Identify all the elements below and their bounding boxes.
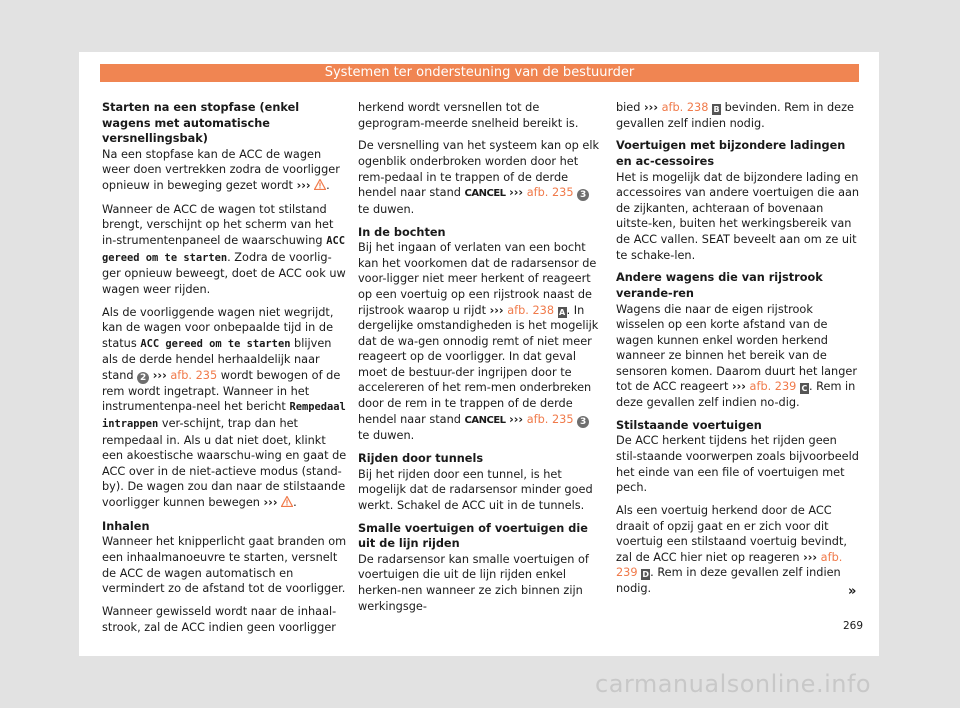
figure-link[interactable]: afb. 239 (616, 550, 843, 580)
column-2 (358, 100, 602, 621)
heading-rijstrook-veranderen: Andere wagens die van rijstrook verande-ren (616, 271, 823, 300)
figure-label-box: B (713, 105, 720, 114)
paragraph: herkend wordt versnellen tot de geprogram-meerde snelheid bereikt is. (358, 101, 579, 130)
warning-icon[interactable] (281, 496, 293, 512)
paragraph: Wanneer gewisseld wordt naar de inhaal-strook, zal de ACC indien geen voorligger (102, 604, 337, 634)
paragraph: Wagens die naar de eigen rijstrook wisselen op een korte afstand van de wagen kunnen enkel worden herkend wanneer ze binnen het bereik van de sensoren komen. Daarom duurt het langer tot de ACC reageert ››› afb. 239 C . Rem in deze gevallen zelf indien no-dig. (616, 302, 857, 410)
paragraph: De versnelling van het systeem kan op elk ogenblik onderbroken worden door het rem-pedaal in te trappen of de derde hendel naar stand CANCEL ››› afb. 235 3 te duwen. (358, 139, 600, 216)
cancel-label: CANCEL (464, 414, 506, 426)
paragraph: Na een stopfase kan de ACC de wagen weer doen vertrekken zodra de voorligger opnieuw in beweging gezet wordt ››› . (102, 147, 350, 195)
paragraph: Bij het rijden door een tunnel, is het mogelijk dat de radarsensor minder goed werkt. Schakel de ACC uit in de tunnels. (358, 467, 593, 512)
paragraph: Als een voertuig herkend door de ACC draait of opzij gaat en er zich voor dit voertuig een stilstaand voertuig bevindt, zal de ACC hier niet op reageren ››› afb. 239 D. Rem in deze gevallen zelf indien nodig. (616, 504, 847, 595)
figure-link[interactable]: afb. 239 (749, 380, 797, 394)
paragraph: Bij het ingaan of verlaten van een bocht kan het voorkomen dat de radarsensor de voor-ligger niet meer herkent of reageert op een voertuig op een rijstrook naast de rijstrook waarop u rijdt ››› afb. 238 A. In dergelijke omstandigheden is het mogelijk dat de wa-gen onnodig remt of niet meer reageert op de voorligger. In dat geval moet de bestuur-der ingrijpen door te accelereren of het rem-men onderbreken door de rem in te trappen of de derde hendel naar stand CANCEL ››› afb. 235 3 te duwen. (358, 241, 599, 443)
figure-link[interactable]: afb. 238 (661, 101, 709, 114)
cancel-label: CANCEL (464, 188, 506, 200)
column-1 (102, 100, 350, 642)
heading-stilstaande-voertuigen: Stilstaande voertuigen (616, 418, 762, 432)
paragraph: Het is mogelijk dat de bijzondere lading en accessoires van andere voertuigen die aan de zijkanten, achteraan of bovenaan uitste-ken, buiten het werkingsbereik van de ACC vallen. SEAT beveelt aan om ze uit te schake-len. (616, 170, 860, 262)
figure-link[interactable]: afb. 235 (526, 412, 574, 426)
figure-label-box: A (559, 307, 566, 317)
heading-inhalen: Inhalen (102, 519, 150, 533)
watermark: carmanualsonline.info (595, 670, 872, 698)
figure-link[interactable]: afb. 235 (170, 368, 218, 382)
paragraph: Wanneer het knipperlicht gaat branden om een inhaalmanoeuvre te starten, versnelt de ACC de wagen automatisch en vermindert zo de afstand tot de voorligger. (102, 535, 347, 596)
heading-tunnels: Rijden door tunnels (358, 452, 484, 466)
paragraph: Als de voorliggende wagen niet wegrijdt, kan de wagen voor onbepaalde tijd in de status ACC gereed om te starten blijven als de derde hendel herhaaldelijk naar stand 2 ››› afb. 235 wordt bewogen of de rem wordt ingetrapt. Wanneer in het instrumentenpa-neel het bericht Rempedaal intrappen ver-schijnt, trap dan het rempedaal in. Als u dat niet doet, klinkt een akoestische waarschu-wing en gaat de ACC over in de niet-actieve modus (stand-by). De wagen zou dan naar de stilstaande voorligger kunnen bewegen ››› . (102, 305, 350, 512)
page-number: 269 (843, 620, 864, 632)
paragraph: Wanneer de ACC de wagen tot stilstand brengt, verschijnt op het scherm van het in-strumentenpaneel de waarschuwing ACC gereed om te starten. Zodra de voorlig-ger opnieuw beweegt, doet de ACC ook uw wagen weer rijden. (102, 202, 346, 296)
position-number: 3 (577, 416, 589, 428)
section-header: Systemen ter ondersteuning van de bestuurder (100, 64, 859, 82)
heading-starten: Starten na een stopfase (enkel wagens met automatische versnellingsbak) (102, 101, 300, 146)
continue-marker: » (848, 584, 857, 599)
warning-icon[interactable] (314, 179, 326, 195)
heading-bochten: In de bochten (358, 225, 446, 239)
heading-smalle-voertuigen: Smalle voertuigen of voertuigen die uit de lijn rijden (358, 521, 588, 551)
paragraph: De ACC herkent tijdens het rijden geen stil-staande voorwerpen zoals bijvoorbeeld het einde van een file of voertuigen met pech. (616, 434, 859, 495)
heading-bijzondere-ladingen: Voertuigen met bijzondere ladingen en ac-cessoires (616, 139, 846, 168)
figure-link[interactable]: afb. 238 (507, 303, 555, 317)
figure-link[interactable]: afb. 235 (526, 186, 574, 200)
position-number: 2 (137, 372, 149, 384)
figure-label-box: D (642, 570, 649, 580)
figure-label-box: C (801, 384, 808, 394)
column-3 (616, 100, 860, 604)
paragraph: bied ››› afb. 238 B bevinden. Rem in deze gevallen zelf indien nodig. (616, 101, 854, 130)
position-number: 3 (577, 189, 589, 201)
paragraph: De radarsensor kan smalle voertuigen of voertuigen die uit de lijn rijden enkel herken-nen wanneer ze zich binnen zijn werkingsge- (358, 552, 589, 613)
